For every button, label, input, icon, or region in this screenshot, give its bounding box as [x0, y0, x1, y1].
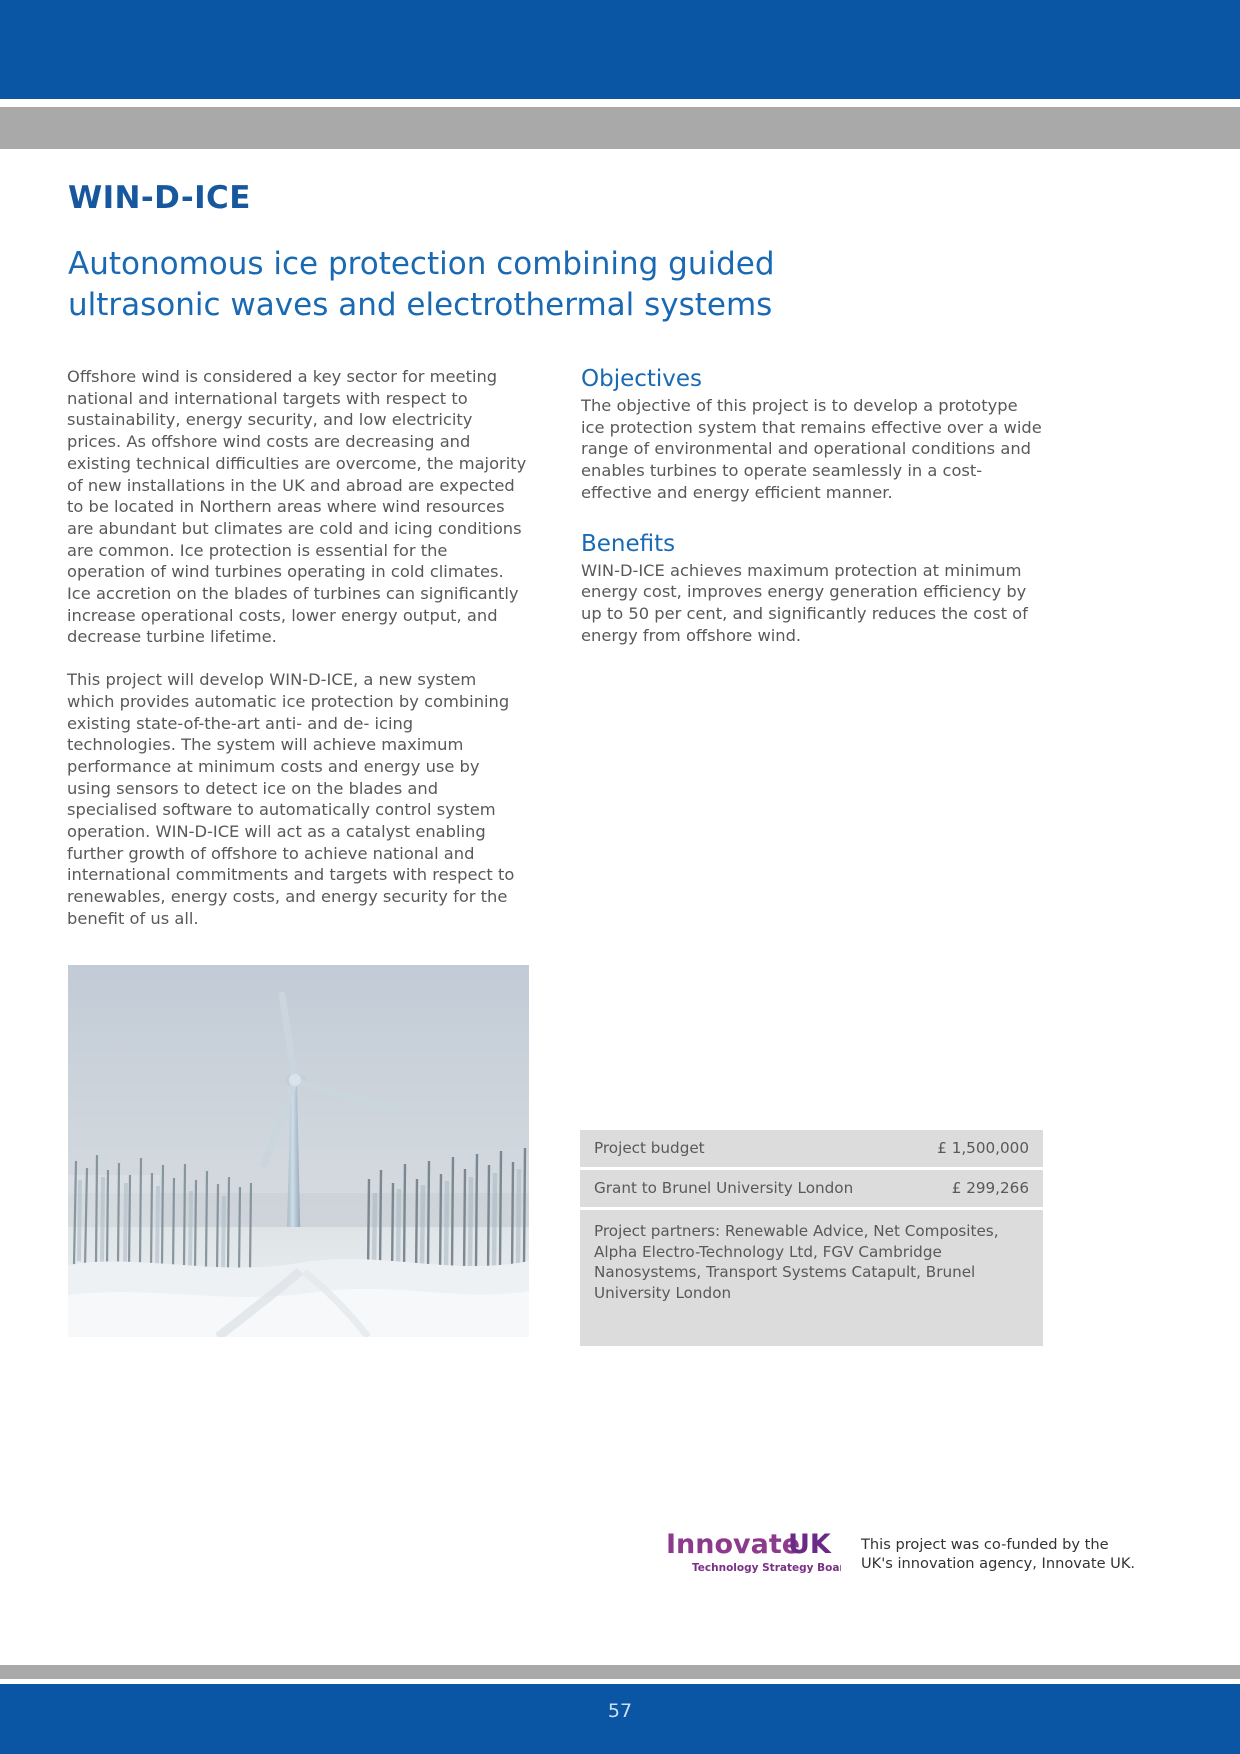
funding-note-line-1: This project was co-funded by the: [861, 1536, 1109, 1553]
intro-paragraph-2: This project will develop WIN-D-ICE, a new system which provides automatic ice protection by combining existing state-of-the-art anti- and de- icing technologies. The system will achieve maximum performance at minimum costs and energy use by using sensors to detect ice on the blades and specialised software to automatically control system operation. WIN-D-ICE will act as a catalyst enabling further growth of offshore to achieve national and international commitments and targets with respect to renewables, energy costs, and energy security for the benefit of us all.: [67, 670, 515, 928]
grant-value: £ 299,266: [951, 1179, 1029, 1197]
objectives-text: The objective of this project is to develop a prototype ice protection system that remains effective over a wide range of environmental and operational conditions and enables turbines to operate seamlessly in a cost-effective and energy efficient manner.: [581, 396, 1042, 502]
budget-table: [580, 1130, 1043, 1346]
project-partners: Project partners: Renewable Advice, Net Composites, Alpha Electro-Technology Ltd, FGV Cambridge Nanosystems, Transport Systems Catapult, Brunel University London: [580, 1210, 1043, 1346]
grant-label: Grant to Brunel University London: [594, 1179, 854, 1197]
svg-text:Technology Strategy Board: Technology Strategy Board: [692, 1562, 841, 1574]
left-text-column: [67, 366, 527, 951]
benefits-text: WIN-D-ICE achieves maximum protection at minimum energy cost, improves energy generation efficiency by up to 50 per cent, and significantly reduces the cost of energy from offshore wind.: [581, 560, 1028, 645]
budget-label: Project budget: [594, 1139, 705, 1157]
table-row: [580, 1170, 1043, 1207]
header-white-gap: [0, 99, 1240, 107]
svg-text:UK: UK: [788, 1529, 831, 1560]
page-number: 57: [607, 1700, 633, 1722]
funding-block: [666, 1526, 1136, 1582]
wind-turbine-photo: [68, 965, 529, 1337]
benefits-heading: Benefits: [581, 530, 676, 557]
funding-note: [861, 1526, 1135, 1573]
header-gray-band: [0, 107, 1240, 149]
innovate-uk-logo: [666, 1526, 841, 1582]
budget-value: £ 1,500,000: [937, 1139, 1029, 1157]
footer-gray-band: [0, 1665, 1240, 1679]
funding-note-line-2: UK's innovation agency, Innovate UK.: [861, 1555, 1136, 1572]
objectives-heading: Objectives: [581, 366, 703, 392]
right-text-column: [581, 366, 1043, 667]
intro-paragraph-1: Offshore wind is considered a key sector for meeting national and international targets with respect to sustainability, energy security, and low electricity prices. As offshore wind costs are decreasing and existing technical difficulties are overcome, the majority of new installations in the UK and abroad are expected to be located in Northern areas where wind resources are abundant but climates are cold and icing conditions are common. Ice protection is essential for the operation of wind turbines operating in cold climates. Ice accretion on the blades of turbines can significantly increase operational costs, lower energy output, and decrease turbine lifetime.: [67, 367, 527, 647]
project-code: WIN-D-ICE: [68, 180, 251, 216]
page-title: Autonomous ice protection combining guided ultrasonic waves and electrothermal systems: [68, 246, 775, 323]
header-blue-band: [0, 0, 1240, 99]
svg-text:Innovate: Innovate: [666, 1529, 801, 1560]
table-row: [580, 1130, 1043, 1167]
